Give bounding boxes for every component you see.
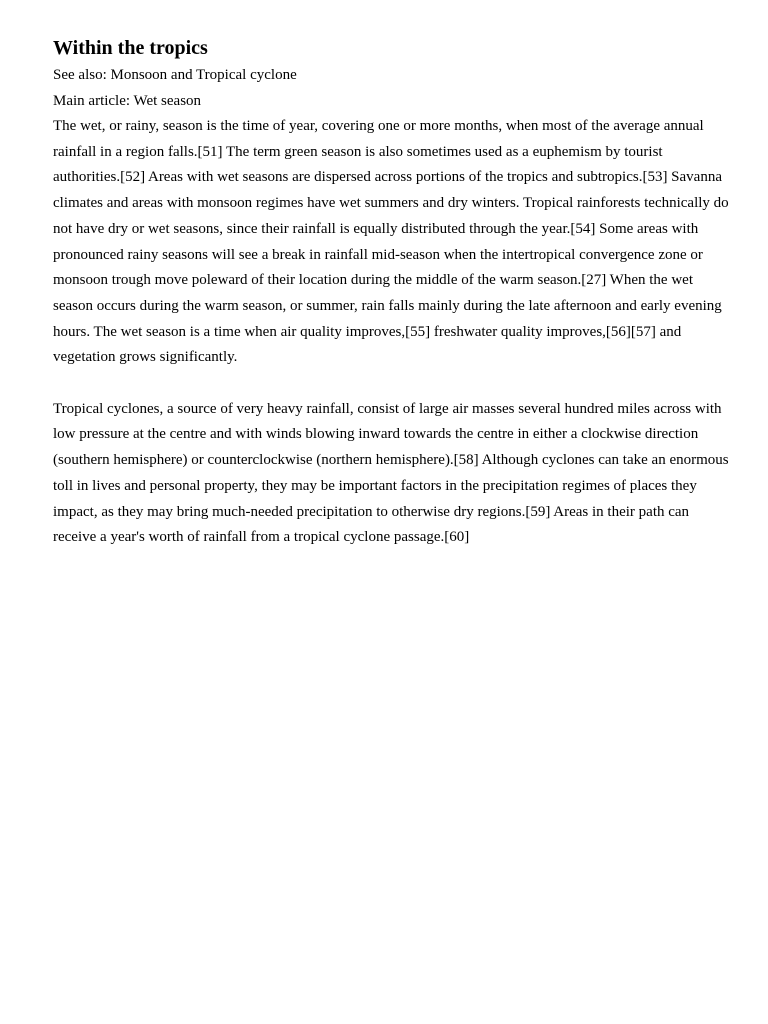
main-article-note: Main article: Wet season (53, 93, 202, 109)
paragraph-wet-season: The wet, or rainy, season is the time of year, covering one or more months, when most of the average annual rainfall in a region falls.[51] The term green season is also sometimes used as a euphemism by tourist authorities.[52] Areas with wet seasons are dispersed across portions of the tropics and subtropics.[53] Savanna climates and areas with monsoon regimes have wet summers and dry winters. Tropical rainforests technically do not have dry or wet seasons, since their rainfall is equally distributed through the year.[54] Some areas with pronounced rainy seasons will see a break in rainfall mid-season when the intertropical convergence zone or monsoon trough move poleward of their location during the middle of the warm season.[27] When the wet season occurs during the warm season, or summer, rain falls mainly during the late afternoon and early evening hours. The wet season is a time when air quality improves,[55] freshwater quality improves,[56][57] and vegetation grows significantly. (53, 118, 729, 366)
paragraph-spacer (53, 371, 728, 397)
paragraph-tropical-cyclones: Tropical cyclones, a source of very heavy rainfall, consist of large air masses several hundred miles across with low pressure at the centre and with winds blowing inward towards the centre in either a clockwise direction (southern hemisphere) or counterclockwise (northern hemisphere).[58] Although cyclones can take an enormous toll in lives and personal property, they may be important factors in the precipitation regimes of places they impact, as they may bring much-needed precipitation to otherwise dry regions.[59] Areas in their path can receive a year's worth of rainfall from a tropical cyclone passage.[60] (53, 400, 729, 546)
see-also-note: See also: Monsoon and Tropical cyclone (53, 67, 297, 83)
section-heading: Within the tropics (53, 37, 208, 59)
